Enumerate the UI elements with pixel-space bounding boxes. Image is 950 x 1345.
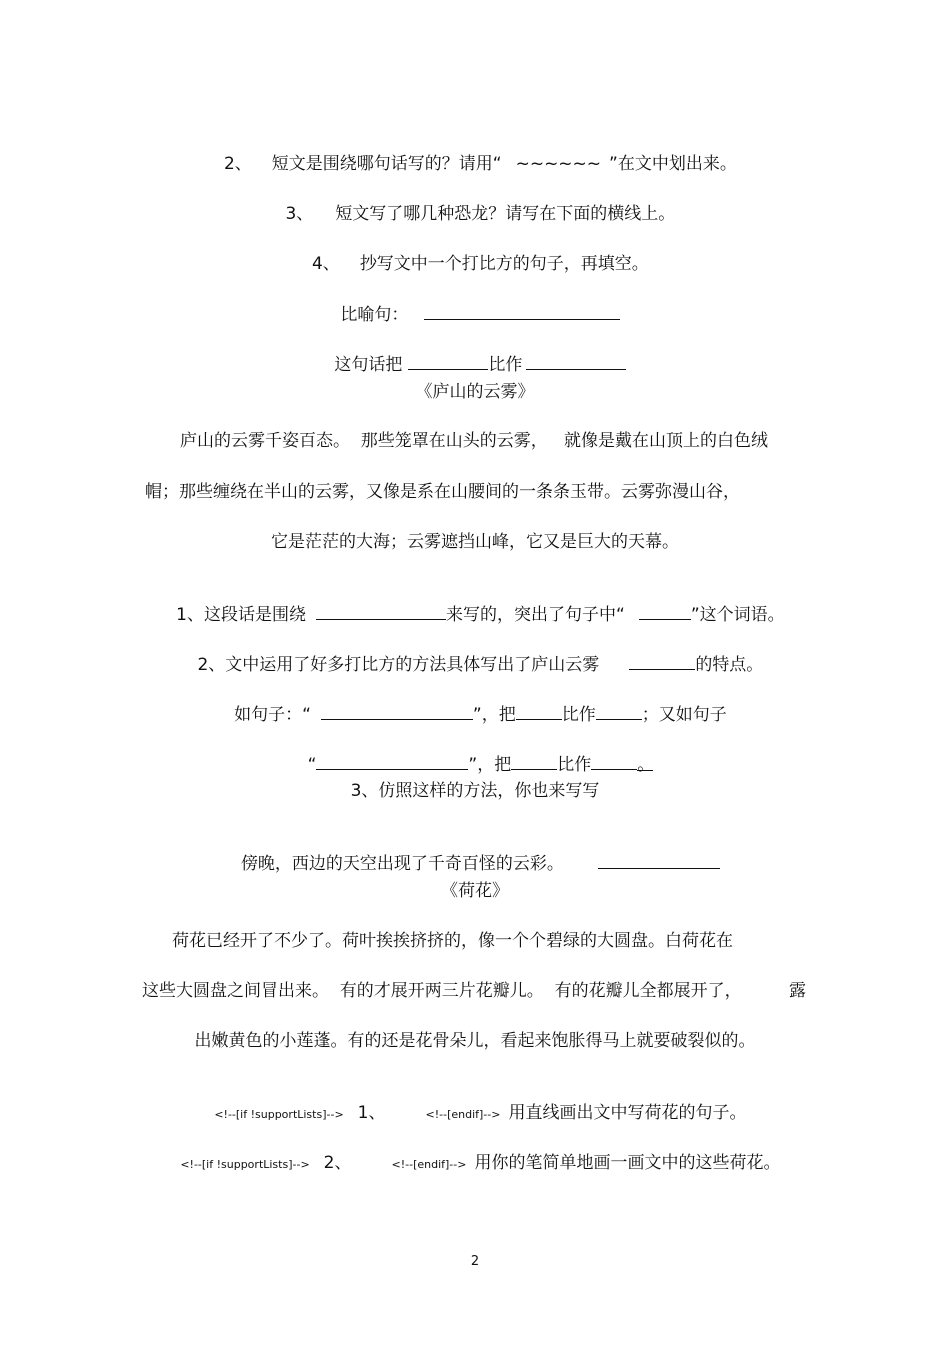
question-number: 2、 bbox=[323, 1153, 352, 1173]
lotus-paragraph-line-2-end: 露 bbox=[789, 981, 806, 1001]
example-text: 比作 bbox=[557, 755, 592, 775]
question-text: 1、这段话是围绕 bbox=[176, 605, 306, 625]
question-text: 来写的，突出了句子中“ bbox=[446, 605, 625, 625]
question-text: 的特点。 bbox=[695, 655, 764, 675]
section-title-lushan: 《庐山的云雾》 bbox=[415, 382, 535, 402]
compare-text: 比作 bbox=[488, 355, 523, 375]
simile-label: 比喻句： bbox=[340, 305, 409, 325]
answer-blank[interactable] bbox=[516, 703, 562, 720]
lushan-paragraph-line-3: 它是茫茫的大海；云雾遮挡山峰，它又是巨大的天幕。 bbox=[271, 532, 679, 552]
lotus-paragraph-line-3: 出嫩黄色的小莲蓬。有的还是花骨朵儿，看起来饱胀得马上就要破裂似的。 bbox=[194, 1031, 756, 1051]
question-2-line bbox=[0, 131, 950, 175]
answer-blank[interactable] bbox=[424, 303, 620, 320]
simile-line bbox=[0, 281, 950, 326]
practice-sentence: 傍晚，西边的天空出现了千奇百怪的云彩。 bbox=[240, 854, 564, 874]
question-text: 抄写文中一个打比方的句子，再填空。 bbox=[359, 254, 649, 274]
example-text: 如句子：“ bbox=[234, 705, 311, 725]
lushan-question-2 bbox=[0, 631, 950, 676]
lushan-paragraph-line-1: 庐山的云雾千姿百态。 那些笼罩在山头的云雾， 就像是戴在山顶上的白色绒 bbox=[180, 431, 769, 451]
answer-blank[interactable] bbox=[598, 852, 720, 869]
compare-line bbox=[0, 331, 950, 376]
question-text: 用你的笔简单地画一画文中的这些荷花。 bbox=[474, 1153, 781, 1173]
answer-period: 。 bbox=[637, 755, 655, 775]
lotus-question-1 bbox=[0, 1080, 950, 1126]
question-number: 1、 bbox=[357, 1103, 386, 1123]
html-comment-tag: <!--[endif]--> bbox=[391, 1158, 467, 1171]
answer-blank[interactable] bbox=[511, 753, 557, 770]
answer-blank[interactable] bbox=[596, 703, 642, 720]
answer-blank[interactable] bbox=[639, 603, 691, 620]
lotus-question-2 bbox=[0, 1130, 950, 1176]
example-text: ；又如句子 bbox=[641, 705, 727, 725]
question-text: 用直线画出文中写荷花的句子。 bbox=[508, 1103, 747, 1123]
lotus-paragraph-line-1: 荷花已经开了不少了。荷叶挨挨挤挤的，像一个个碧绿的大圆盘。白荷花在 bbox=[172, 931, 733, 951]
answer-blank[interactable] bbox=[591, 753, 637, 770]
answer-blank[interactable] bbox=[321, 703, 473, 720]
section-title-lotus: 《荷花》 bbox=[441, 881, 509, 901]
lushan-question-3: 3、仿照这样的方法，你也来写写 bbox=[350, 781, 600, 801]
page-number: 2 bbox=[470, 1254, 480, 1269]
question-3-line bbox=[0, 181, 950, 225]
lushan-paragraph-line-2: 帽；那些缠绕在半山的云雾，又像是系在山腰间的一条条玉带。云雾弥漫山谷， bbox=[145, 482, 740, 502]
question-text: 2、文中运用了好多打比方的方法具体写出了庐山云雾 bbox=[197, 655, 600, 675]
question-text: ”这个词语。 bbox=[690, 605, 785, 625]
wave-mark: ~~~~~~ bbox=[515, 154, 602, 174]
example-text: 比作 bbox=[561, 705, 596, 725]
html-comment-tag: <!--[if !supportLists]--> bbox=[180, 1158, 310, 1171]
answer-blank[interactable] bbox=[526, 353, 626, 370]
html-comment-tag: <!--[endif]--> bbox=[425, 1108, 501, 1121]
question-number: 3、 bbox=[285, 204, 314, 224]
question-number: 2、 bbox=[223, 154, 252, 174]
example-text: ”，把 bbox=[468, 755, 512, 775]
lushan-practice-line bbox=[0, 830, 950, 875]
question-text: 短文写了哪几种恐龙？请写在下面的横线上。 bbox=[335, 204, 676, 224]
answer-blank[interactable] bbox=[316, 753, 468, 770]
answer-blank[interactable] bbox=[316, 603, 446, 620]
example-text: ”，把 bbox=[472, 705, 516, 725]
html-comment-tag: <!--[if !supportLists]--> bbox=[214, 1108, 344, 1121]
answer-blank[interactable] bbox=[408, 353, 488, 370]
question-text-end: ”在文中划出来。 bbox=[609, 154, 737, 174]
lushan-example-1 bbox=[0, 681, 950, 726]
question-4-line bbox=[0, 231, 950, 275]
lushan-example-2 bbox=[0, 731, 950, 776]
question-text: 短文是围绕哪句话写的？请用“ bbox=[271, 154, 502, 174]
compare-text: 这句话把 bbox=[334, 355, 403, 375]
question-number: 4、 bbox=[311, 254, 340, 274]
lushan-question-1 bbox=[0, 581, 950, 626]
lotus-paragraph-line-2: 这些大圆盘之间冒出来。 有的才展开两三片花瓣儿。 有的花瓣儿全都展开了， bbox=[142, 981, 742, 1001]
example-text: “ bbox=[307, 755, 317, 775]
answer-blank[interactable] bbox=[629, 653, 695, 670]
